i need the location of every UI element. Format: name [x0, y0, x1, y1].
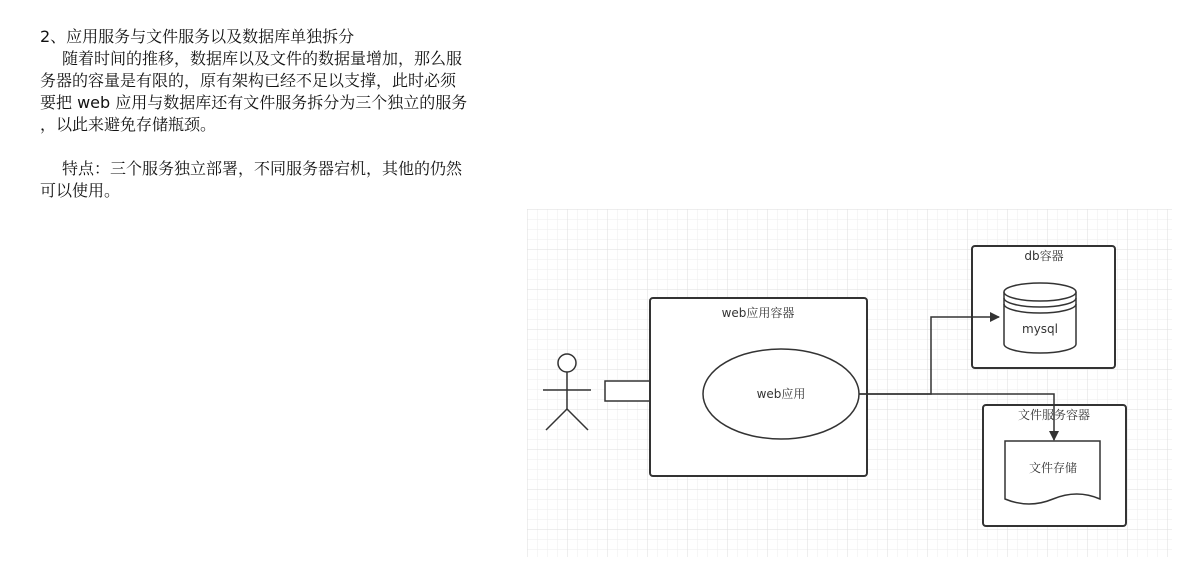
- paragraph-1-line: 随着时间的推移，数据库以及文件的数据量增加，那么服: [62, 49, 463, 68]
- architecture-diagram: [527, 209, 1172, 557]
- article-text: [40, 26, 540, 202]
- paragraph-1-line: ，以此来避免存储瓶颈。: [40, 115, 217, 134]
- paragraph-2: [40, 158, 540, 202]
- web-app-label: web应用: [756, 387, 806, 401]
- db-container-label: db容器: [1024, 249, 1064, 263]
- paragraph-1-line: 要把 web 应用与数据库还有文件服务拆分为三个独立的服务: [40, 93, 468, 112]
- paragraph-1-line: 务器的容量是有限的，原有架构已经不足以支撑，此时必须: [40, 71, 457, 90]
- paragraph-2-line: 可以使用。: [40, 181, 121, 200]
- db-label: mysql: [1022, 322, 1058, 336]
- file-container-label: 文件服务容器: [1017, 408, 1091, 422]
- database-icon: [1004, 283, 1076, 353]
- paragraph-1: [40, 48, 540, 136]
- paragraph-2-line: 特点：三个服务独立部署，不同服务器宕机，其他的仍然: [62, 159, 463, 178]
- web-container-label: web应用容器: [721, 306, 795, 320]
- file-label: 文件存储: [1028, 461, 1078, 475]
- section-heading: 2、应用服务与文件服务以及数据库单独拆分: [40, 27, 355, 46]
